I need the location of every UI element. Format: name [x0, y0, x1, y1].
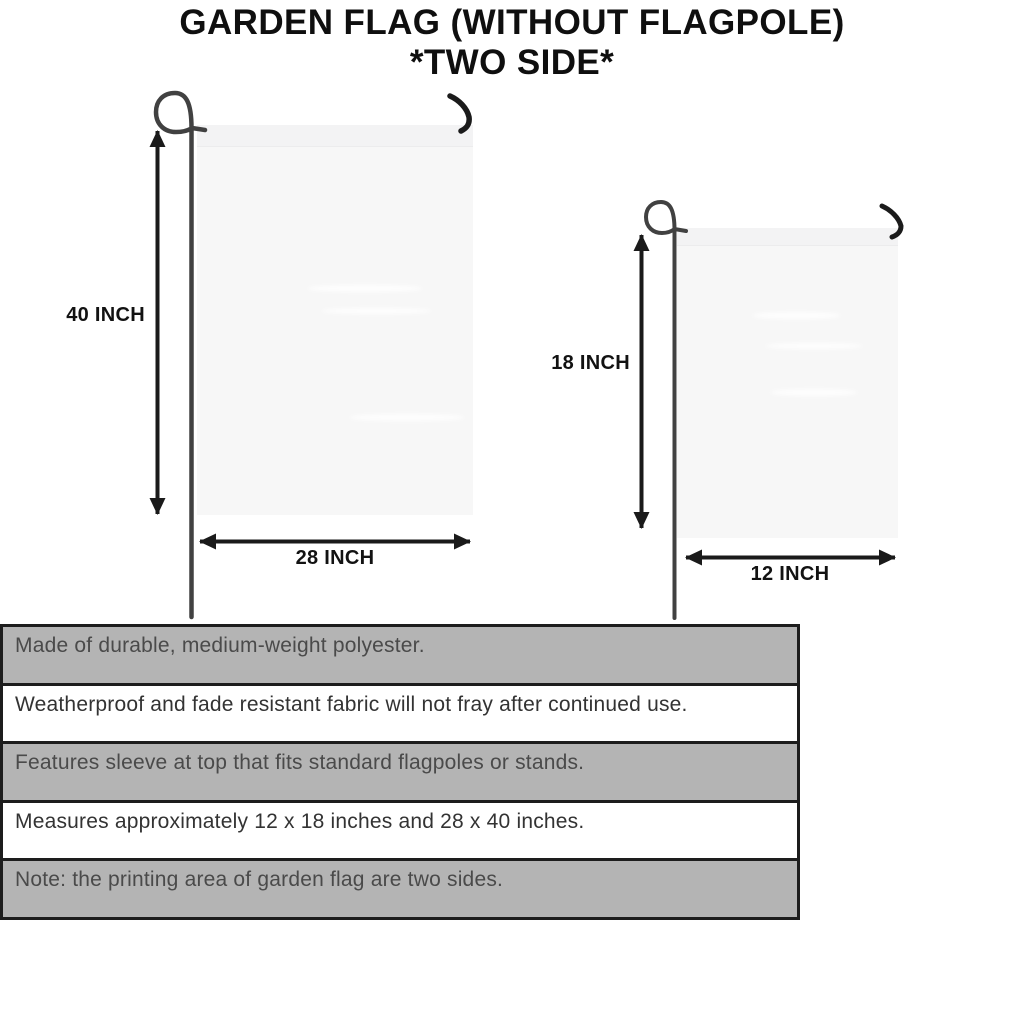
feature-row — [0, 741, 800, 803]
feature-text: Note: the printing area of garden flag are two sides. — [15, 868, 504, 891]
page-title — [0, 3, 1024, 83]
title-line-1: GARDEN FLAG (WITHOUT FLAGPOLE) — [179, 3, 845, 42]
feature-row — [0, 624, 800, 686]
feature-text: Features sleeve at top that fits standard flagpoles or stands. — [15, 751, 585, 774]
height-label-small: 18 INCH — [551, 352, 630, 374]
fabric-crease — [307, 285, 423, 292]
height-label-large: 40 INCH — [66, 304, 145, 326]
feature-text: Measures approximately 12 x 18 inches and 28 x 40 inches. — [15, 809, 585, 833]
feature-list — [0, 624, 800, 920]
fabric-crease — [349, 414, 465, 421]
feature-text: Made of durable, medium-weight polyester. — [15, 634, 425, 657]
fabric-crease — [770, 389, 858, 396]
width-label-large: 28 INCH — [295, 547, 375, 569]
feature-text: Weatherproof and fade resistant fabric will not fray after continued use. — [15, 692, 688, 716]
flag-sleeve — [677, 228, 898, 246]
garden-flag-large — [197, 125, 473, 515]
flag-sleeve — [197, 125, 473, 147]
width-label-small: 12 INCH — [750, 563, 830, 585]
feature-row — [0, 800, 800, 862]
fabric-crease — [752, 312, 840, 319]
fabric-crease — [765, 343, 862, 349]
garden-flag-small — [677, 228, 898, 538]
feature-row — [0, 683, 800, 745]
title-line-2: *TWO SIDE* — [409, 43, 615, 82]
feature-row — [0, 858, 800, 920]
fabric-crease — [321, 308, 431, 314]
